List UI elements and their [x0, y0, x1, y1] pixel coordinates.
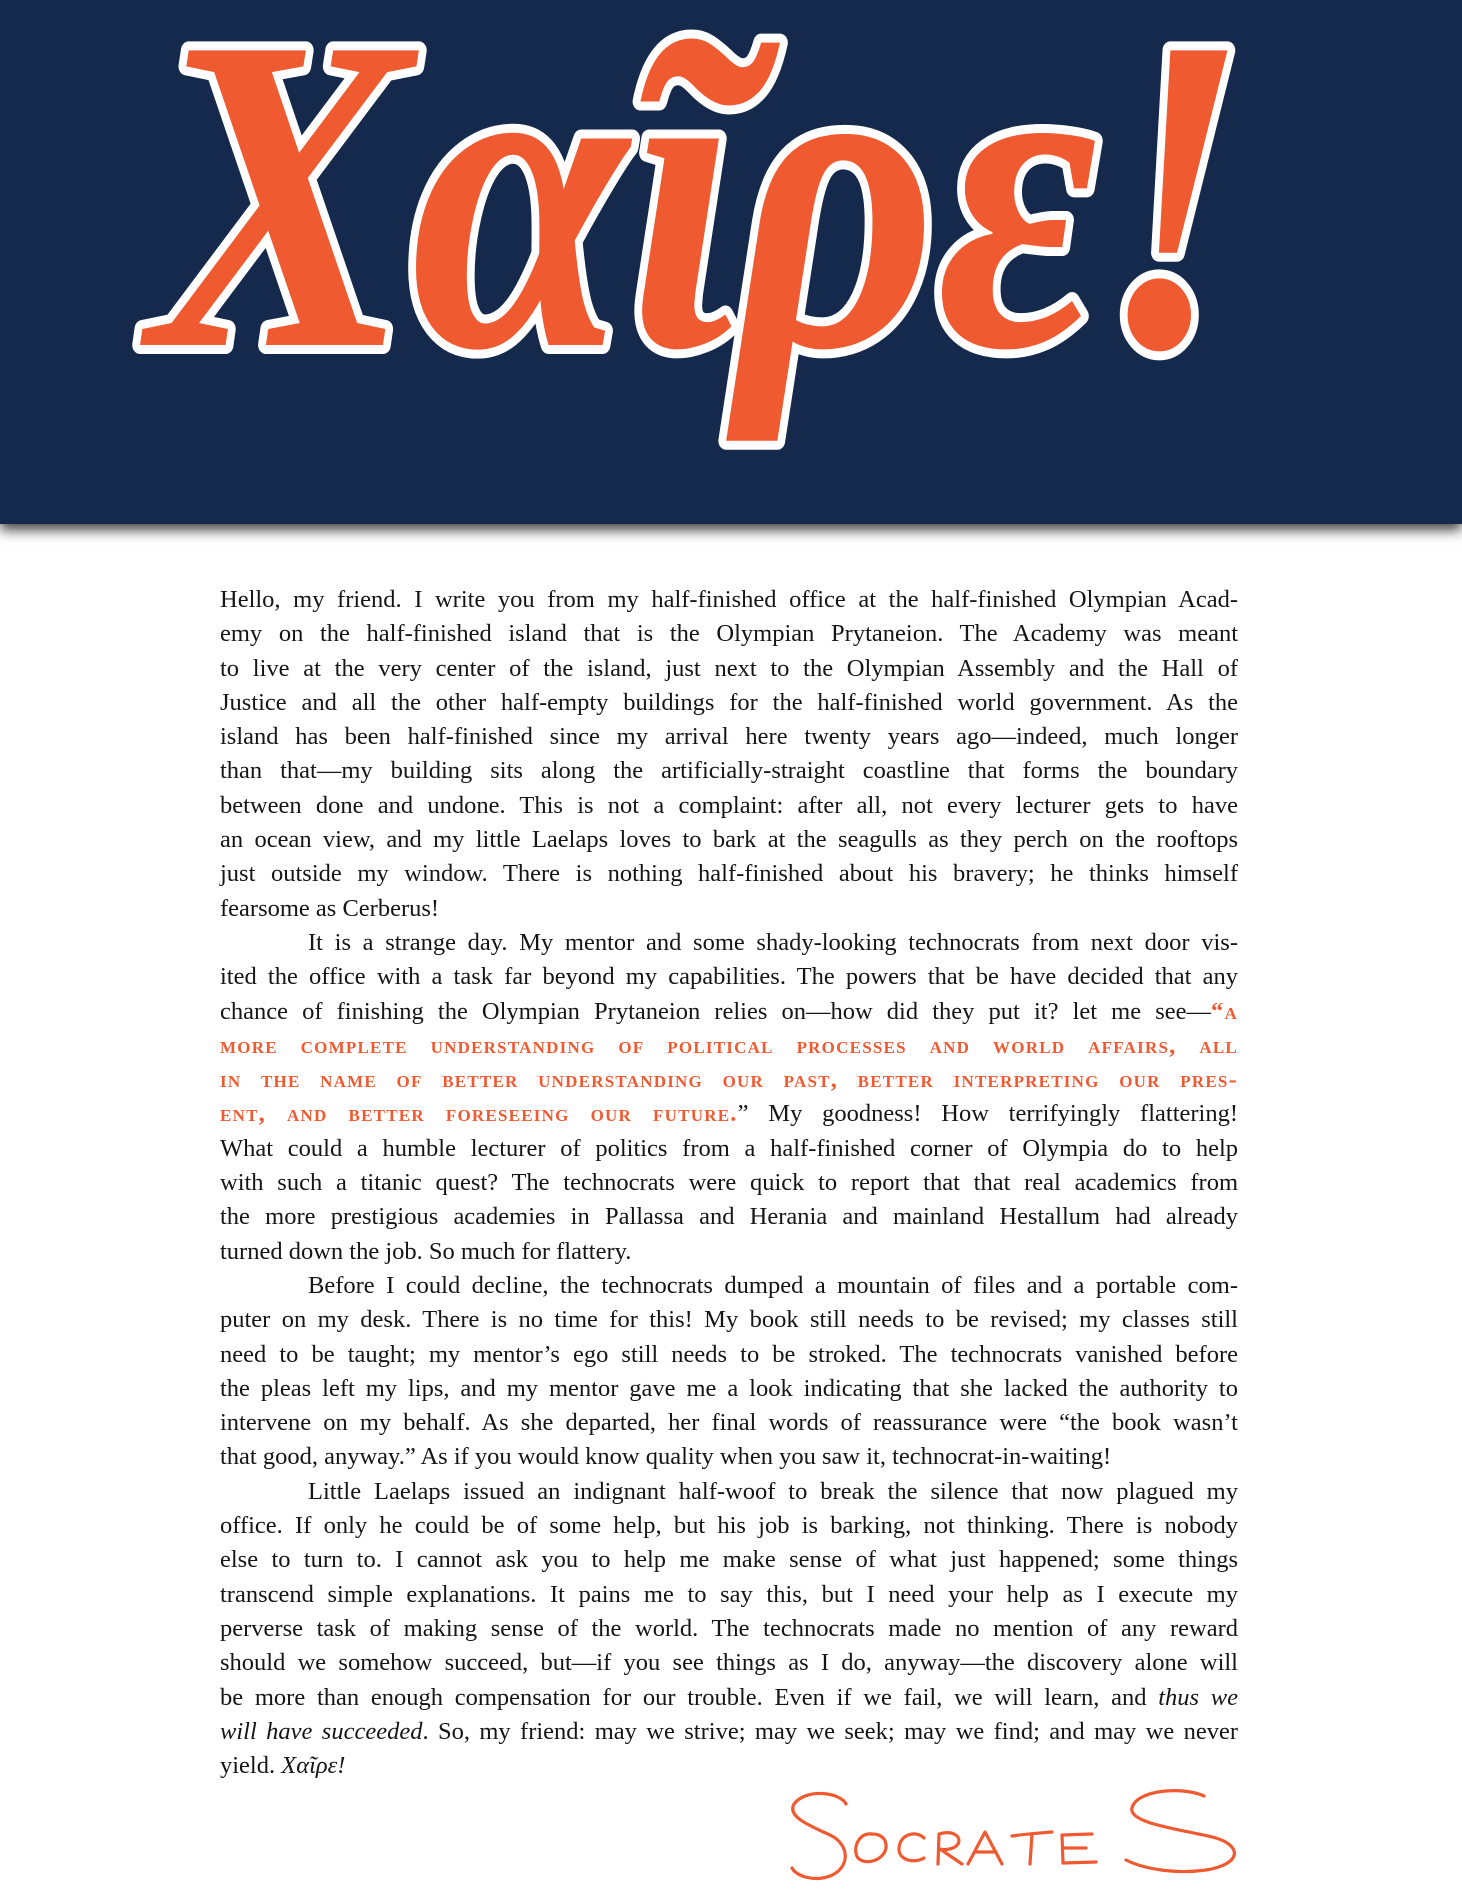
letter-line: need to be taught; my mentor’s ego still needs to be stroked. The technocrats vanished before	[220, 1340, 1238, 1368]
letter-line: should we somehow succeed, but—if you see things as I do, anyway—the discovery alone will	[220, 1649, 1238, 1677]
letter-line	[220, 1715, 1238, 1749]
italic-phrase: thus we	[1158, 1683, 1238, 1711]
header-band	[0, 0, 1462, 524]
letter-paragraph-3	[220, 1269, 1238, 1475]
signature-letter-t	[1012, 1832, 1052, 1864]
letter-line: Hello, my friend. I write you from my half-finished office at the half-finished Olympian Acad-	[220, 586, 1238, 613]
signature-letter-o	[856, 1834, 886, 1862]
letter-line: office. If only he could be of some help, but his job is barking, not thinking. There is nobody	[220, 1512, 1238, 1540]
letter-line: emy on the half-finished island that is the Olympian Prytaneion. The Academy was meant	[220, 620, 1238, 648]
line-text: ” My goodness! How terrifyingly flattering!	[737, 1100, 1238, 1128]
line-text: . So, my friend: may we strive; may we seek; may we find; and may we never	[422, 1717, 1238, 1745]
italic-phrase: will have succeeded	[220, 1717, 423, 1745]
signature-strokes	[792, 1791, 1234, 1879]
letter-line	[220, 995, 1238, 1029]
letter-line: than that—my building sits along the artificially-straight coastline that forms the boundary	[220, 757, 1238, 785]
letter-line: the more prestigious academies in Pallassa and Herania and mainland Hestallum had already	[220, 1203, 1238, 1231]
letter-line: puter on my desk. There is no time for this! My book still needs to be revised; my classes still	[220, 1306, 1238, 1334]
letter-line	[220, 1681, 1238, 1715]
letter-line: an ocean view, and my little Laelaps loves to bark at the seagulls as they perch on the rooftops	[220, 826, 1238, 854]
signature-letter-r	[938, 1833, 962, 1864]
signature-letter-s-large	[792, 1793, 846, 1878]
letter-line: perverse task of making sense of the world. The technocrats made no mention of any reward	[220, 1614, 1238, 1642]
letter-line: ited the office with a task far beyond my capabilities. The powers that be have decided that any	[220, 963, 1238, 991]
letter-body	[220, 583, 1238, 1783]
letter-line	[220, 1097, 1238, 1131]
letter-line	[220, 1749, 1238, 1783]
signature-letter-s-final	[1126, 1791, 1234, 1872]
emphasis-quote-line: more complete understanding of political processes and world affairs, all	[220, 1031, 1238, 1059]
letter-line: else to turn to. I cannot ask you to help me make sense of what just happened; some things	[220, 1546, 1238, 1574]
line-text: chance of finishing the Olympian Prytaneion relies on—how did they put it? let me see—	[220, 997, 1212, 1025]
letter-line: Justice and all the other half-empty buildings for the half-finished world government. As the	[220, 688, 1238, 716]
line-text: yield.	[220, 1752, 282, 1780]
letter-line: Little Laelaps issued an indignant half-woof to break the silence that now plagued my	[308, 1477, 1238, 1505]
letter-line: turned down the job. So much for flattery.	[220, 1237, 632, 1265]
signature-graphic	[786, 1784, 1246, 1884]
line-text: be more than enough compensation for our trouble. Even if we fail, we will learn, and	[220, 1683, 1159, 1711]
letter-line: intervene on my behalf. As she departed, her final words of reassurance were “the book wasn’t	[220, 1409, 1238, 1437]
letter-paragraph-1	[220, 583, 1238, 926]
letter-line: the pleas left my lips, and my mentor gave me a look indicating that she lacked the authority to	[220, 1374, 1238, 1402]
letter-line: Before I could decline, the technocrats dumped a mountain of files and a portable com-	[308, 1271, 1238, 1299]
letter-line: It is a strange day. My mentor and some shady-looking technocrats from next door vis-	[308, 928, 1238, 956]
letter-line: that good, anyway.” As if you would know quality when you saw it, technocrat-in-waiting!	[220, 1443, 1112, 1471]
emphasis-quote-line: in the name of better understanding our past, better interpreting our pres-	[220, 1066, 1238, 1094]
letter-line: with such a titanic quest? The technocrats were quick to report that that real academics from	[220, 1169, 1238, 1197]
italic-greeting: Χαῖρε!	[281, 1752, 346, 1780]
letter-line: just outside my window. There is nothing half-finished about his bravery; he thinks himself	[220, 860, 1238, 888]
letter-line: between done and undone. This is not a complaint: after all, not every lecturer gets to have	[220, 791, 1238, 819]
letter-line: island has been half-finished since my arrival here twenty years ago—indeed, much longer	[220, 723, 1238, 751]
signature-letter-a	[968, 1832, 1002, 1864]
page-title: Χαῖρε!	[137, 0, 1250, 443]
letter-paragraph-2	[220, 926, 1238, 1269]
title-graphic	[0, 0, 1462, 524]
letter-line: to live at the very center of the island, just next to the Olympian Assembly and the Hall of	[220, 654, 1238, 682]
letter-line: What could a humble lecturer of politics from a half-finished corner of Olympia do to help	[220, 1134, 1238, 1162]
letter-line: transcend simple explanations. It pains me to say this, but I need your help as I execute my	[220, 1580, 1238, 1608]
emphasis-quote: “a	[1211, 997, 1238, 1025]
letter-line: fearsome as Cerberus!	[220, 894, 440, 922]
letter-paragraph-4	[220, 1475, 1238, 1784]
emphasis-quote: ent, and better foreseeing our future.	[220, 1100, 738, 1128]
signature-letter-c	[899, 1834, 924, 1861]
signature-letter-e	[1062, 1834, 1096, 1863]
